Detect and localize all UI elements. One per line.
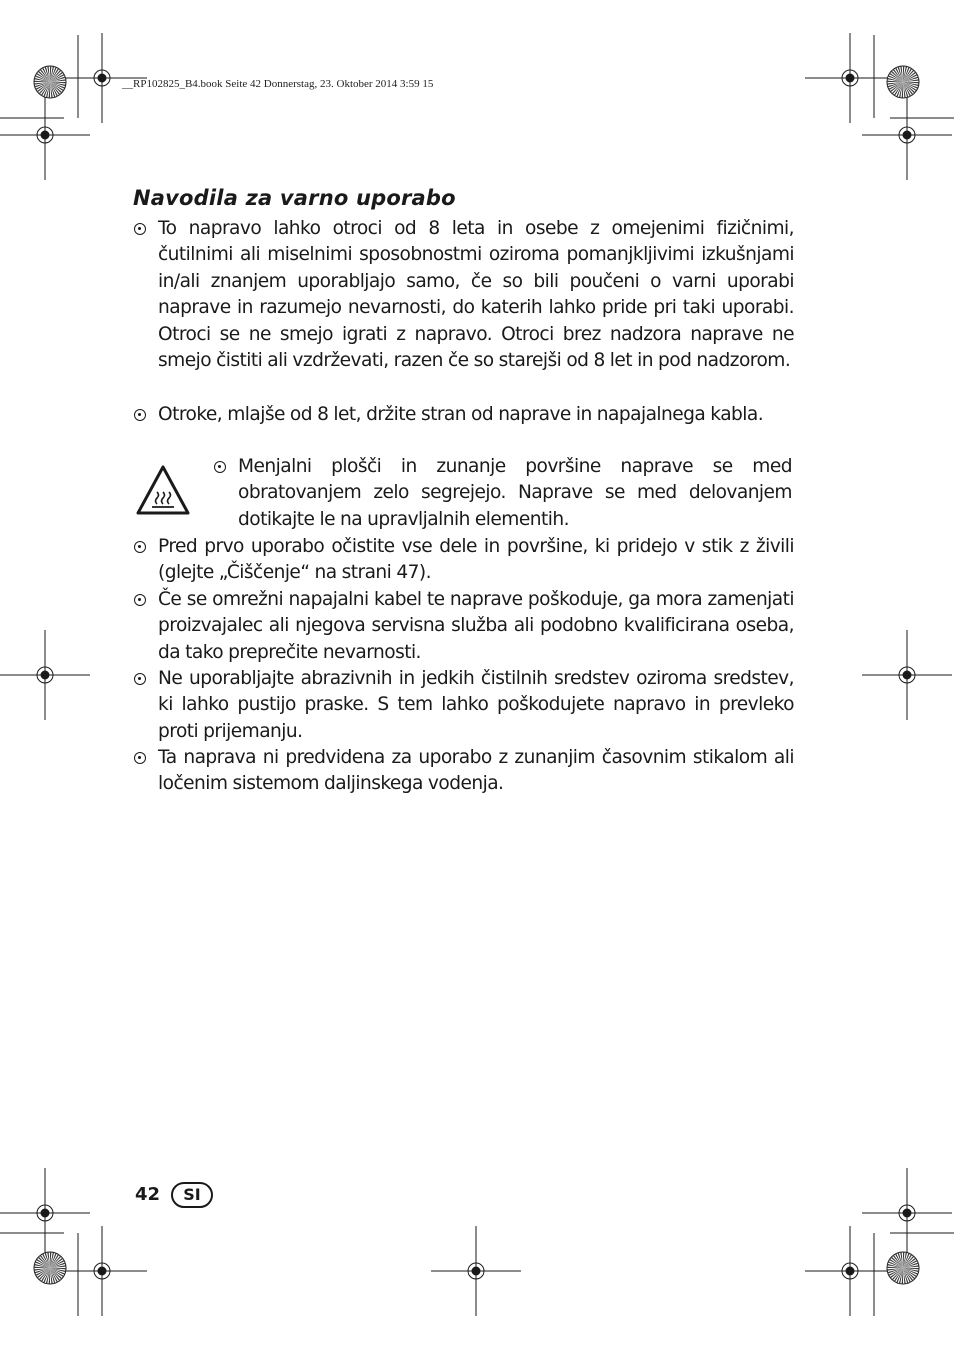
color-star-target	[887, 1252, 919, 1284]
bullet-icon	[134, 541, 146, 553]
registration-mark	[805, 33, 895, 123]
registration-mark	[862, 90, 952, 180]
print-header: __RP102825_B4.book Seite 42 Donnerstag, 23. Oktober 2014 3:59 15	[122, 78, 434, 90]
bullet-icon	[134, 752, 146, 764]
registration-mark	[0, 1168, 90, 1258]
registration-mark	[0, 90, 90, 180]
registration-mark	[57, 33, 147, 123]
safety-item: Ne uporabljajte abrazivnih in jedkih čistilnih sredstev oziroma sredstev, ki lahko pustijo praske. S tem lahko poškodujete napravo in prevleko proti prijemanju.	[158, 668, 794, 742]
registration-mark	[0, 630, 90, 720]
bullet-icon	[134, 223, 146, 235]
registration-mark	[805, 1226, 895, 1316]
registration-mark	[431, 1226, 521, 1316]
bullet-icon	[134, 594, 146, 606]
bullet-icon	[134, 673, 146, 685]
safety-item: Otroke, mlajše od 8 let, držite stran od naprave in napajalnega kabla.	[158, 404, 764, 425]
color-star-target	[34, 1252, 66, 1284]
safety-item: To napravo lahko otroci od 8 leta in osebe z omejenimi fizičnimi, čutilnimi ali miselnimi sposobnostmi oziroma pomanjkljivimi izkušnjami in/ali znanjem uporabljajo samo, če so bili poučeni o varni uporabi naprave in razumejo nevarnosti, do katerih lahko pride pri taki uporabi. Otroci se ne smejo igrati z napravo. Otroci brez nadzora naprave ne smejo čistiti ali vzdrževati, razen če so starejši od 8 let in pod nadzorom.	[158, 218, 794, 372]
bullet-icon	[134, 409, 146, 421]
section-heading: Navodila za varno uporabo	[133, 186, 456, 210]
language-badge: SI	[171, 1182, 213, 1208]
safety-item: Pred prvo uporabo očistite vse dele in površine, ki pridejo v stik z živili (glejte „Čiščenje“ na strani 47).	[158, 536, 794, 584]
registration-mark	[862, 630, 952, 720]
page-number: 42	[135, 1184, 161, 1205]
safety-item: Če se omrežni napajalni kabel te naprave poškoduje, ga mora zamenjati proizvajalec ali njegova servisna služba ali podobno kvalificirana oseba, da tako preprečite nevarnosti.	[158, 589, 794, 663]
hot-surface-warning-icon	[135, 464, 191, 516]
color-star-target	[34, 66, 66, 98]
bullet-icon	[214, 461, 226, 473]
color-star-target	[887, 66, 919, 98]
registration-mark	[57, 1226, 147, 1316]
safety-item: Ta naprava ni predvidena za uporabo z zunanjim časovnim stikalom ali ločenim sistemom daljinskega vodenja.	[158, 747, 794, 795]
registration-mark	[862, 1168, 952, 1258]
safety-item: Menjalni plošči in zunanje površine naprave se med obratovanjem zelo segrejejo. Naprave se med delovanjem dotikajte le na upravljalnih elementih.	[238, 456, 792, 530]
